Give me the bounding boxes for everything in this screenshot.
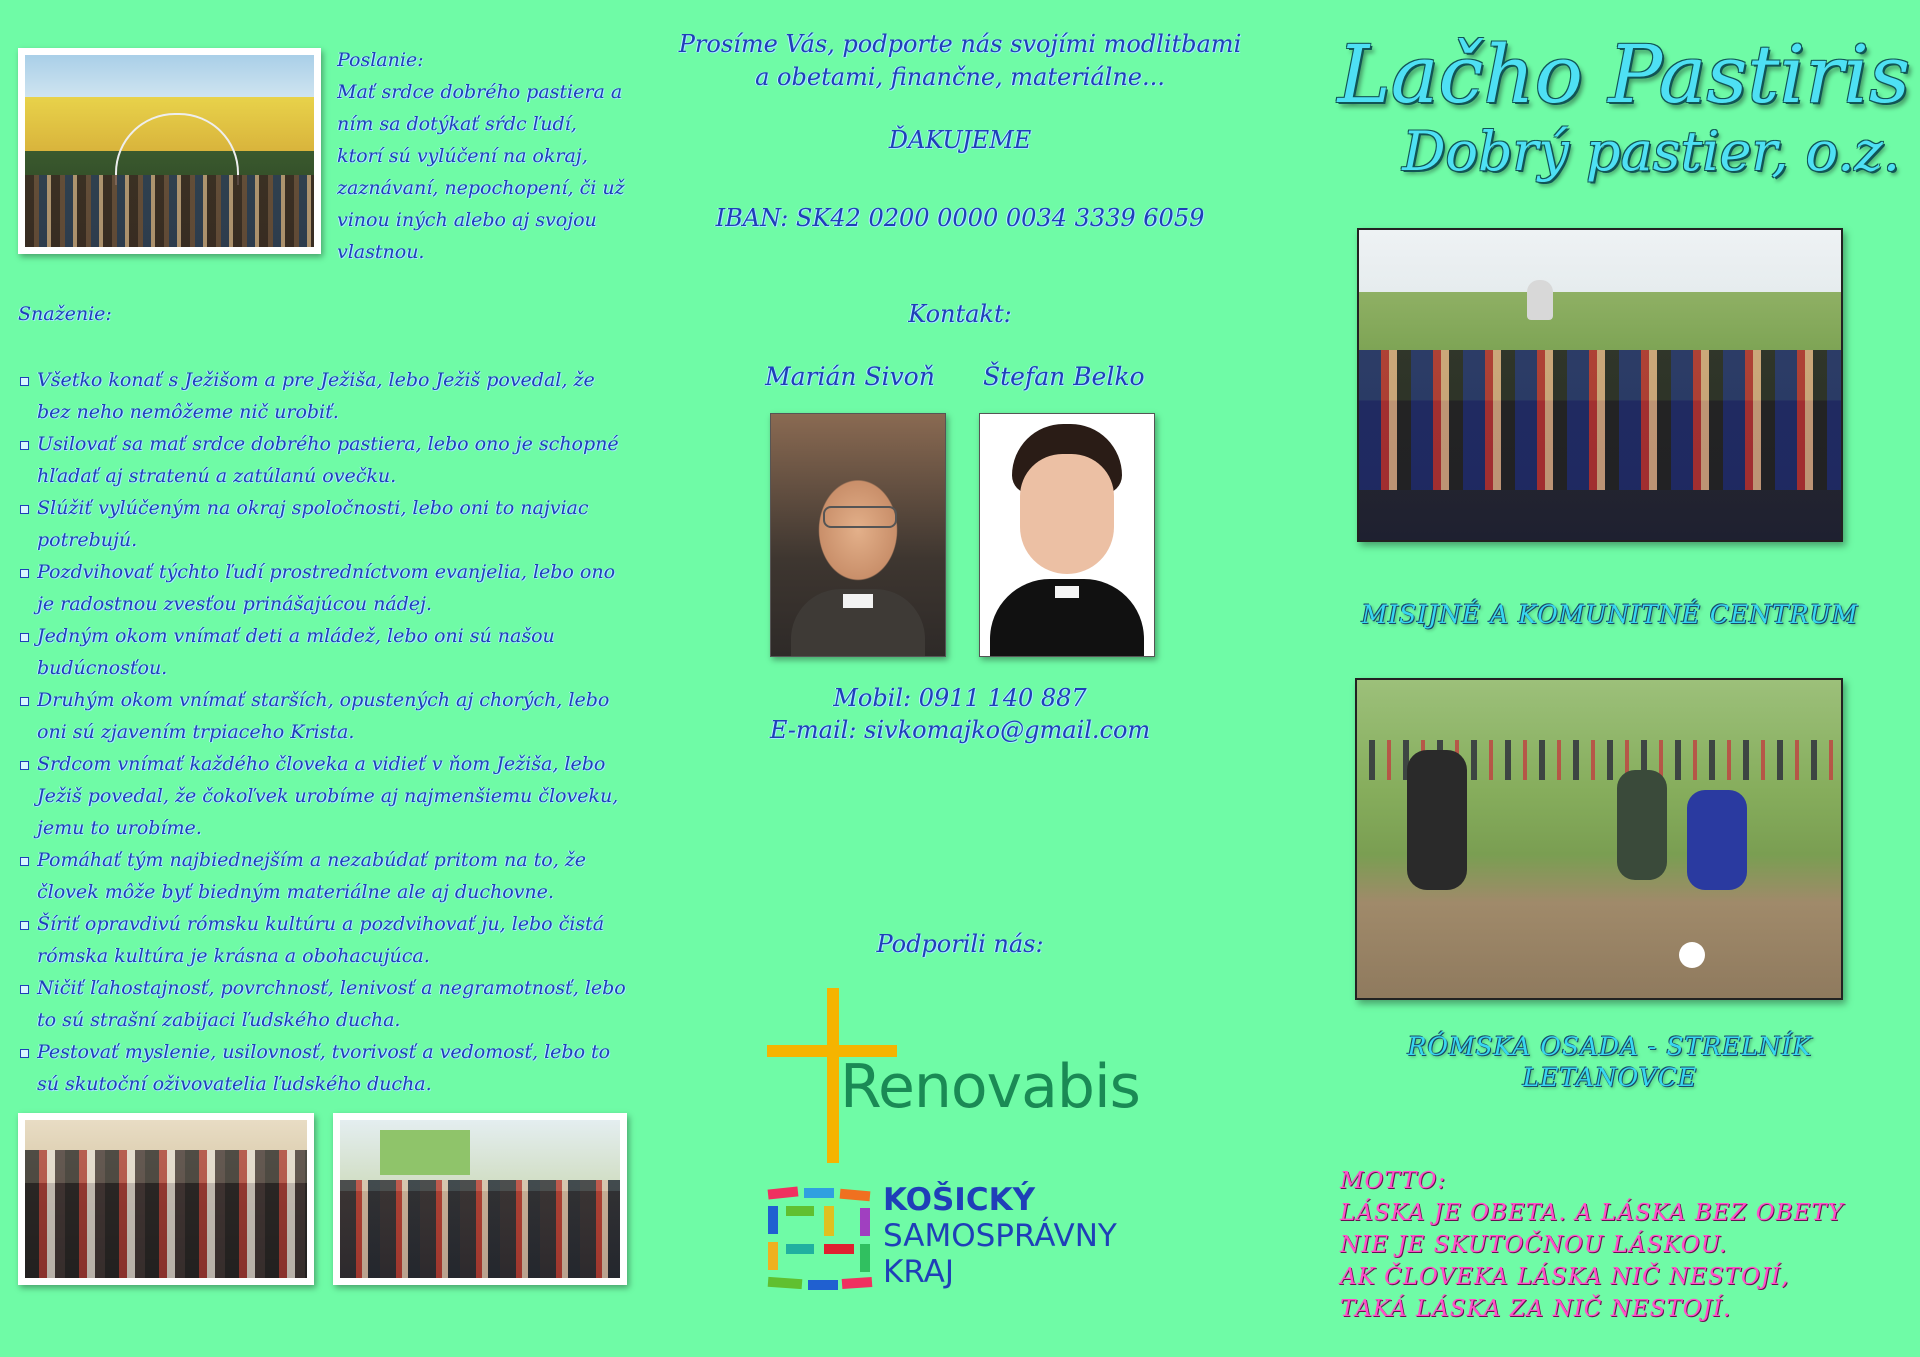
- motto-block: [1340, 1165, 1900, 1325]
- page-subtitle: Dobrý pastier, o.z.: [1402, 120, 1900, 183]
- supported-title: Podporili nás:: [876, 930, 1044, 958]
- thanks-text: ĎAKUJEME: [888, 126, 1032, 154]
- kosice-logo-line-2: SAMOSPRÁVNY: [883, 1218, 1117, 1254]
- portrait-stefan-belko: [979, 413, 1155, 657]
- goals-title: Snaženie:: [18, 303, 112, 325]
- motto-title: MOTTO:: [1340, 1168, 1447, 1194]
- appeal-line-1: Prosíme Vás, podporte nás svojími modlitbami: [678, 30, 1242, 58]
- motto-line: LÁSKA JE OBETA. A LÁSKA BEZ OBETY: [1340, 1200, 1844, 1226]
- list-item: Usilovať sa mať srdce dobrého pastiera, lebo ono je schopné hľadať aj stratenú a zatúlanú ovečku.: [18, 428, 633, 492]
- mobile-text: Mobil: 0911 140 887: [833, 684, 1087, 712]
- kosice-region-emblem-icon: [768, 1188, 874, 1292]
- list-item: Šíriť opravdivú rómsku kultúru a pozdvihovať ju, lebo čistá rómska kultúra je krásna a obohacujúca.: [18, 908, 633, 972]
- list-item: Jedným okom vnímať deti a mládež, lebo oni sú našou budúcnosťou.: [18, 620, 633, 684]
- list-item: Všetko konať s Ježišom a pre Ježiša, lebo Ježiš povedal, že bez neho nemôžeme nič urobiť.: [18, 364, 633, 428]
- photo-classroom: [333, 1113, 627, 1285]
- kosice-logo-line-3: KRAJ: [883, 1254, 954, 1290]
- iban-text: IBAN: SK42 0200 0000 0034 3339 6059: [715, 204, 1205, 232]
- contact-title: Kontakt:: [908, 300, 1012, 328]
- motto-line: AK ČLOVEKA LÁSKA NIČ NESTOJÍ,: [1340, 1264, 1790, 1290]
- mission-text: Mať srdce dobrého pastiera a ním sa dotýkať sŕdc ľudí, ktorí sú vylúčení na okraj, zaznávaní, nepochopení, či už vinou iných alebo aj svojou vlastnou.: [337, 81, 625, 263]
- list-item: Pozdvihovať týchto ľudí prostredníctvom evanjelia, lebo ono je radostnou zvesťou prinášajúcou nádej.: [18, 556, 633, 620]
- list-item: Pomáhať tým najbiednejším a nezabúdať pritom na to, že človek môže byť biedným materiálne ale aj duchovne.: [18, 844, 633, 908]
- photo-group-hall: [18, 1113, 314, 1285]
- photo-football-match: [1355, 678, 1843, 1000]
- list-item: Srdcom vnímať každého človeka a vidieť v ňom Ježiša, lebo Ježiš povedal, že čokoľvek urobíme aj najmenšiemu človeku, jemu to urobíme.: [18, 748, 633, 844]
- caption-settlement-line-1: RÓMSKA OSADA - STRELNÍK: [1407, 1032, 1813, 1061]
- list-item: Druhým okom vnímať starších, opustených aj chorých, lebo oni sú zjavením trpiaceho Krista.: [18, 684, 633, 748]
- page-title: Lačho Pastiris: [1337, 28, 1910, 121]
- email-text: E-mail: sivkomajko@gmail.com: [769, 716, 1151, 744]
- caption-settlement-line-2: LETANOVCE: [1522, 1063, 1698, 1092]
- photo-trophy-team: [1357, 228, 1843, 542]
- renovabis-logo: Renovabis: [840, 1052, 1140, 1122]
- mission-title: Poslanie:: [337, 49, 424, 71]
- kosice-region-logo: [883, 1182, 1117, 1290]
- mission-statement: [337, 44, 627, 268]
- photo-community-event: [18, 48, 321, 254]
- motto-line: TAKÁ LÁSKA ZA NIČ NESTOJÍ.: [1340, 1296, 1732, 1322]
- contact-person-1: Marián Sivoň: [765, 362, 935, 391]
- list-item: Pestovať myslenie, usilovnosť, tvorivosť a vedomosť, lebo to sú skutoční oživovatelia ľudského ducha.: [18, 1036, 633, 1100]
- list-item: Ničiť ľahostajnosť, povrchnosť, lenivosť a negramotnosť, lebo to sú strašní zabijaci ľudského ducha.: [18, 972, 633, 1036]
- portrait-marian-sivon: [770, 413, 946, 657]
- left-panel: [0, 0, 640, 1357]
- list-item: Slúžiť vylúčeným na okraj spoločnosti, lebo oni to najviac potrebujú.: [18, 492, 633, 556]
- contact-person-2: Štefan Belko: [983, 362, 1145, 391]
- appeal-line-2: a obetami, finančne, materiálne...: [755, 63, 1165, 91]
- goals-list: [18, 364, 633, 1100]
- motto-line: NIE JE SKUTOČNOU LÁSKOU.: [1340, 1232, 1728, 1258]
- caption-mission-center: MISIJNÉ A KOMUNITNÉ CENTRUM: [1361, 600, 1859, 629]
- kosice-logo-line-1: KOŠICKÝ: [883, 1182, 1036, 1218]
